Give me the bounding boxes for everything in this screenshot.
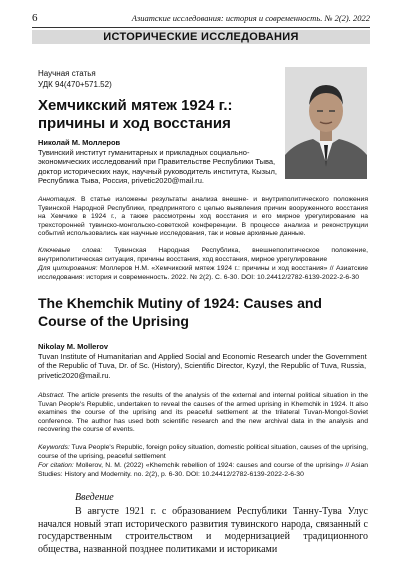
- en-article-title: The Khemchik Mutiny of 1924: Causes and Course of the Uprising: [38, 295, 322, 329]
- intro-paragraph: [38, 506, 368, 556]
- ru-abstract-text: В статье изложены результаты анализа внешне- и внутриполитического положения Тувинской Народной Республики, предпринятого с целью выявления причин вооруженного восстания на Хемчике в 1924 г., а также рассмотрены ход восстания и его мирное урегулирование на трехсторонней тувинско-монгольско-советской конференции. В процессе анализа и реконструкции событий использовались как научные исследования, так и новые архивные данные.: [38, 196, 369, 238]
- page-number: 6: [32, 12, 38, 24]
- ru-citation-text: Моллеров Н.М. «Хемчикский мятеж 1924 г.: причины и ход восстания» // Азиатские исследования: история и современность. 2022. № 2(2). С. 6-30. DOI: 10.24412/2782-6139-2022-2-6-30: [38, 265, 369, 281]
- ru-article-title: Хемчикский мятеж 1924 г.: причины и ход восстания: [38, 97, 233, 132]
- en-keywords: [38, 444, 368, 461]
- ru-author-name: Николай М. Моллеров: [38, 138, 121, 147]
- en-author-name: Nikolay M. Mollerov: [38, 342, 109, 351]
- en-keywords-text: Tuva People's Republic, foreign policy situation, domestic political situation, causes of the uprising, course of the uprising, peaceful settlement: [38, 444, 368, 460]
- intro-text: В августе 1921 г. с образованием Республики Танну-Тува Улус начался новый этап исторического развития тувинского народа, связанный с государственным строительством и модернизацией традиционного общества, названной позднее политиками и историками: [38, 506, 368, 555]
- section-title: ИСТОРИЧЕСКИЕ ИССЛЕДОВАНИЯ: [32, 30, 370, 44]
- ru-keywords: [38, 247, 368, 264]
- en-author-block: [38, 342, 368, 380]
- ru-keywords-text: Тувинская Народная Республика, внешнеполитическое положение, внутриполитическая ситуация, причины восстания, ход восстания, мирное урегулирование: [38, 247, 368, 263]
- journal-name: Азиатские исследования: история и современность. № 2(2). 2022: [131, 13, 370, 23]
- author-portrait-image: [285, 67, 367, 179]
- en-citation-text: Mollerov, N. M. (2022) «Khemchik rebellion of 1924: causes and course of the uprising» // Asian Studies: History and Modernity. no. 2(2), p. 6-30. DOI: 10.24412/2782-6139-2022-2-6-30: [38, 462, 369, 478]
- ru-author-affiliation: Тувинский институт гуманитарных и прикладных социально-экономических исследований при Правительстве Республики Тыва, доктор исторических наук, научный руководитель института, Кызыл, Республика Тыва, Россия, privetic2020@mail.ru.: [38, 147, 277, 185]
- ru-abstract: [38, 196, 368, 239]
- en-abstract-label: Abstract.: [38, 392, 65, 399]
- en-citation: [38, 462, 368, 479]
- intro-heading: Введение: [75, 492, 114, 503]
- en-abstract: [38, 392, 368, 435]
- ru-abstract-label: Аннотация.: [38, 196, 77, 203]
- ru-author-block: [38, 138, 278, 186]
- en-abstract-text: The article presents the results of the analysis of the external and internal political situation in the Tuvan People's Republic, undertaken to reveal the causes of the armed uprising in Khemchik in 1924. It also examines the course of the uprising and its peaceful settlement at the trilateral Tuvan-Mongol-Soviet conference. The author has used both scientific research and the new archival data in the analysis and recovering the course of events.: [38, 392, 369, 434]
- en-citation-label: For citation:: [38, 462, 74, 469]
- en-author-affiliation: Tuvan Institute of Humanitarian and Applied Social and Economic Research under the Government of the Republic of Tuva, Dr. of Sc. (History), Scientific Director, Kyzyl, the Republic of Tuva, Russia, privetic2020@mail.ru.: [38, 351, 367, 380]
- header-rule: [32, 27, 370, 28]
- article-type: Научная статья: [38, 69, 96, 78]
- en-keywords-label: Keywords:: [38, 444, 70, 451]
- running-head: [32, 12, 370, 26]
- ru-citation: [38, 265, 368, 282]
- udk-code: УДК 94(470+571.52): [38, 80, 112, 89]
- ru-keywords-label: Ключевые слова:: [38, 247, 103, 254]
- ru-citation-label: Для цитирования:: [38, 265, 98, 272]
- author-photo: [285, 67, 367, 179]
